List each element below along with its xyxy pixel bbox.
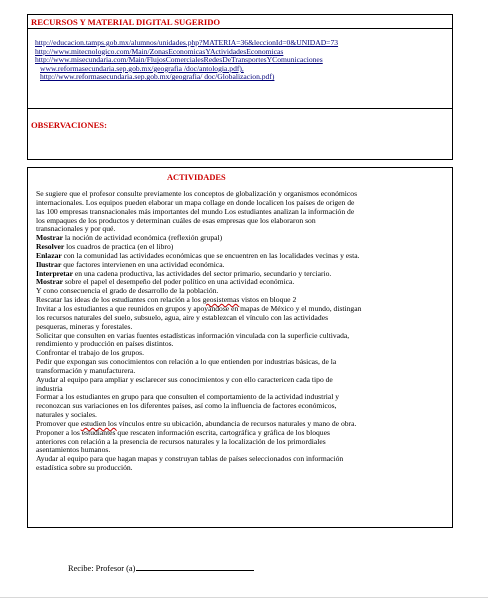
actividad-text: Se sugiere que el profesor consulte previamente los conceptos de globalización y organismos económicos [36,189,358,198]
actividad-text: asentamientos humanos. [36,445,111,455]
actividad-text: naturales y sociales. [36,410,97,420]
observaciones-heading: OBSERVACIONES: [31,120,107,130]
actividad-text: anteriores con relación a la presencia de recursos naturales y la localización de los primordiales [36,436,326,446]
actividad-verb: Resolver [36,242,65,252]
actividad-text: las 100 empresas transnacionales más importantes del mundo Los estudiantes analizan la información de [36,206,355,216]
actividades-text [36,190,448,473]
spellcheck-word: geosistemas [202,295,240,305]
recibe-signature-line [68,562,254,573]
actividad-text: Formar a los estudiantes en grupo para que consulten el comportamiento de la actividad industrial y [36,392,340,402]
signature-blank [136,562,254,571]
actividad-text: vistos en bloque 2 [239,295,297,305]
resource-link-educacion[interactable]: http://educacion.tamps.gob.mx/alumnos/unidades.php?MATERIA=36&leccionId=0&UNIDAD=73 [35,38,339,47]
actividad-text: la noción de actividad económica (reflexión grupal) [63,233,223,243]
page-bottom-rule [0,597,488,598]
resource-link-globalizacion[interactable]: http://www.reformasecundaria.sep.gob.mx/geografia/ doc/Globalizacion.pdf) [40,72,275,82]
actividad-verb: Mostrar [36,233,63,243]
actividad-text: los cuadros de practica (en el libro) [64,242,174,252]
actividad-verb: Ilustrar [36,259,62,269]
resource-link-mitecnologico[interactable]: http://www.mitecnologico.com/Main/ZonasEconomicasYActividadesEconomicas [35,46,284,56]
actividades-heading: ACTIVIDADES [167,173,226,182]
recibe-label: Recibe: Profesor (a) [68,564,136,573]
actividad-line [36,402,448,411]
actividad-text: transformación y manufacturera. [36,365,136,375]
actividad-text: reconozcan sus variaciones en los diferentes países, así como la influencia de factores económicos, [36,401,337,411]
actividad-text: con la comunidad las actividades económicas que se encuentren en las localidades vecinas y esta. [61,250,360,260]
recursos-heading: RECURSOS Y MATERIAL DIGITAL SUGERIDO [28,15,452,29]
actividad-verb: Mostrar [36,277,63,287]
actividad-text: pesqueras, mineras y forestales. [36,321,133,331]
actividad-text: Rescatar las ideas de los estudiantes con relación a los [36,295,203,305]
recursos-observaciones-table [27,14,453,160]
actividad-text: Y cono consecuencia el grado de desarrollo de la población. [36,286,219,296]
actividad-text: estadística sobre su producción. [36,463,133,473]
actividad-text: en una cadena productiva, las actividades del sector primario, secundario y terciario. [72,268,332,278]
actividad-text: Proponer a los estudiantes que rescaten información escrita, cartográfica y gráfica de los bloques [36,427,330,437]
actividad-text: que factores intervienen en una actividad económica. [61,259,225,269]
actividades-box [27,167,453,528]
actividad-text: industria [36,383,63,393]
actividad-text: rendimiento y producción en países distintos. [36,339,174,349]
resource-link-misecundaria[interactable]: http://www.misecundaria.com/Main/FlujosComercialesRedesDeTransportesYComunicaciones [35,55,323,65]
actividad-verb: Interpretar [36,268,73,278]
actividad-text: Pedir que expongan sus conocimientos con relación a lo que entienden por industrias básicas, de la [36,357,337,367]
spellcheck-word: estudien los [80,418,117,428]
actividad-text: Confrontar el trabajo de los grupos. [36,348,144,358]
actividad-text: internacionales. Los equipos pueden elaborar un mapa collage en donde localicen los países de origen de [36,197,355,207]
actividad-text: vínculos entre su ubicación, abundancia de recursos naturales y mano de obra. [116,418,357,428]
actividad-text: Solicitar que consulten en varias fuentes estadísticas información vinculada con la superficie cultivada, [36,330,350,340]
actividad-line [36,376,448,385]
recursos-links [28,29,452,109]
actividad-text: los recursos naturales del suelo, subsuelo, agua, aire y establezcan el vínculo con las actividades [36,312,329,322]
actividad-text: Ayudar al equipo para ampliar y esclarecer sus conocimientos y con ello caractericen cada tipo de [36,374,333,384]
resource-link-antologia[interactable]: www.reformasecundaria.sep.gob.mx/geografia /doc/antologia.pdf), [40,63,244,73]
actividad-text: los empaques de los productos y determinan cuáles de esas empresas que los elaboraron son [36,215,316,225]
actividad-text: transnacionales y por qué. [36,224,116,234]
actividad-verb: Enlazar [36,250,62,260]
actividad-text: Promover que [36,418,81,428]
actividad-text: Ayudar al equipo para que hagan mapas y construyan tablas de países seleccionados con información [36,454,344,464]
actividad-text: Invitar a los estudiantes a que reunidos en grupos y apoyándose en mapas de México y el mundo, distingan [36,303,362,313]
actividad-line [36,464,448,473]
actividad-text: sobre el papel el desempeño del poder político en una actividad económica. [63,277,295,287]
